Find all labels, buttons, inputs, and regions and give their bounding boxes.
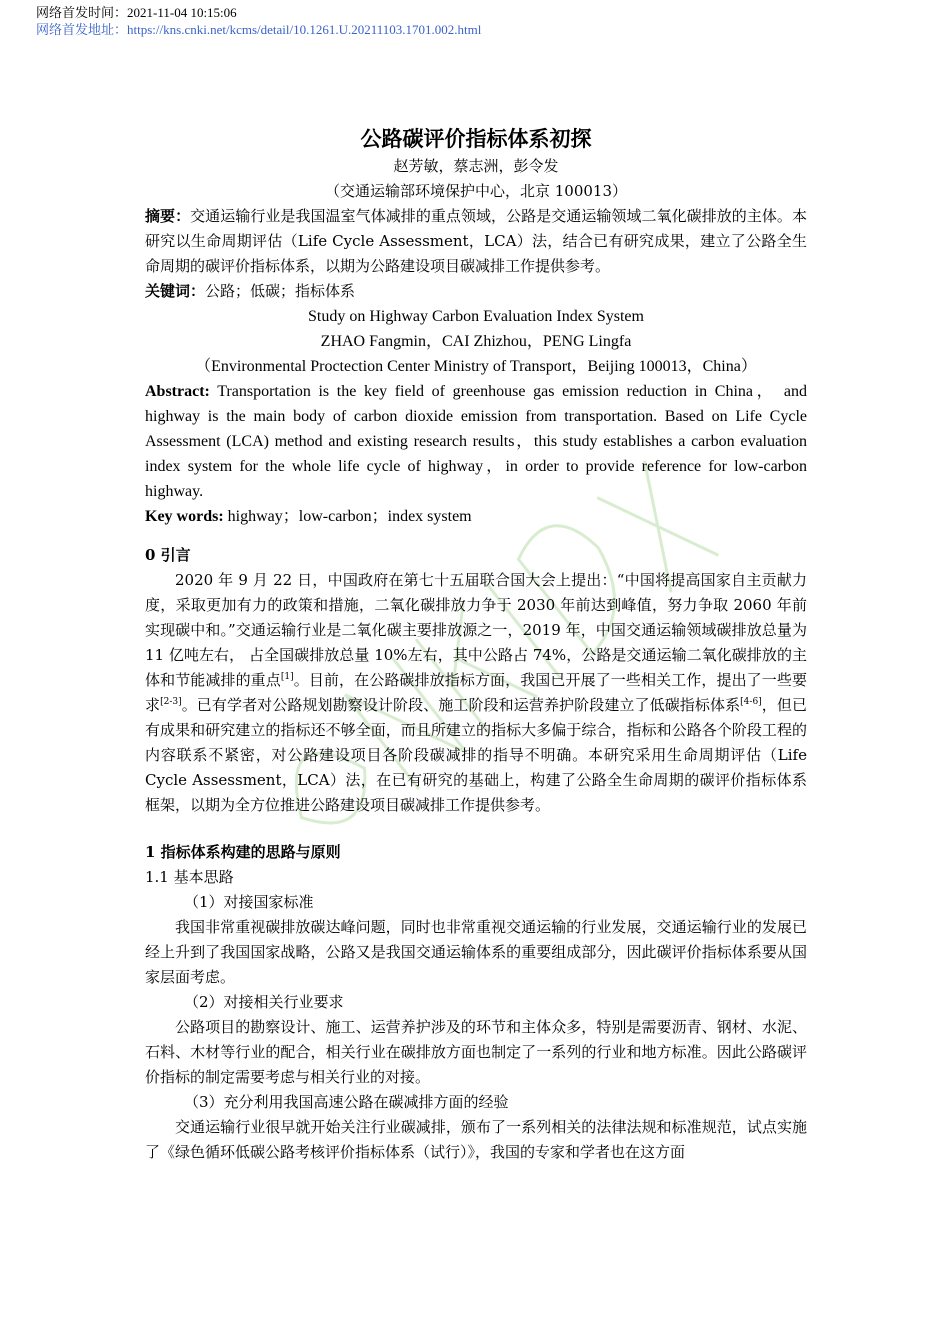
abstract-en-label: Abstract:	[145, 383, 210, 400]
paper-title: 公路碳评价指标体系初探	[360, 126, 592, 151]
item-2-text: 公路项目的勘察设计、施工、运营养护涉及的环节和主体众多，特别是需要沥青、钢材、水泥、石料、木材等行业的配合，相关行业在碳排放方面也制定了一系列的行业和地方标准。因此公路碳评价指标的制定需要考虑与相关行业的对接。	[145, 1018, 807, 1086]
section-0-text-1: 2020 年 9 月 22 日，中国政府在第七十五届联合国大会上提出：“中国将提高国家自主贡献力度，采取更加有力的政策和措施，二氧化碳排放力争于 2030 年前达到峰值，努力争取 2060 年前实现碳中和。”交通运输行业是二氧化碳主要排放源之一，2019 年，中国交通运输领域碳排放总量为 11 亿吨左右， 占全国碳排放总量 10%左右，其中公路占 74%，公路是交通运输二氧化碳排放的主体和节能减排的重点	[145, 571, 807, 689]
abstract-en	[145, 379, 807, 504]
title-en: Study on Highway Carbon Evaluation Index System	[308, 308, 644, 325]
publish-url-label: 网络首发地址：	[36, 22, 128, 37]
section-0-paragraph	[145, 568, 807, 818]
section-0-heading: 0 引言	[145, 546, 191, 564]
authors-en: ZHAO Fangmin，CAI Zhizhou，PENG Lingfa	[320, 333, 632, 350]
section-0-text-3: 。已有学者对公路规划勘察设计阶段、施工阶段和运营养护阶段建立了低碳指标体系	[181, 696, 741, 714]
section-1-1-heading: 1.1 基本思路	[145, 868, 234, 886]
section-0-text-4: ，但已有成果和研究建立的指标还不够全面，而且所建立的指标大多偏于综合，指标和公路各个阶段工程的内容联系不紧密，对公路建设项目各阶段碳减排的指导不明确。本研究采用生命周期评估（Life Cycle Assessment，LCA）法，在已有研究的基础上，构建了公路全生命周期的碳评价指标体系框架，以期为全方位推进公路建设项目碳减排工作提供参考。	[145, 696, 807, 814]
item-3-title: （3）充分利用我国高速公路在碳减排方面的经验	[184, 1093, 509, 1111]
paper-body	[145, 124, 807, 1165]
citation-2-3[interactable]: [2-3]	[160, 697, 182, 707]
publish-url-link[interactable]: https://kns.cnki.net/kcms/detail/10.1261.U.20211103.1701.002.html	[127, 22, 482, 37]
citation-4-6[interactable]: [4-6]	[740, 697, 762, 707]
publish-time-row	[36, 4, 481, 21]
section-1-heading: 1 指标体系构建的思路与原则	[145, 843, 341, 861]
affiliation: （交通运输部环境保护中心，北京 100013）	[324, 182, 628, 200]
keywords-cn	[145, 279, 807, 304]
abstract-cn-text: 交通运输行业是我国温室气体减排的重点领域，公路是交通运输领域二氧化碳排放的主体。本研究以生命周期评估（Life Cycle Assessment，LCA）法，结合已有研究成果，建立了公路全生命周期的碳评价指标体系，以期为公路建设项目碳减排工作提供参考。	[145, 207, 807, 275]
keywords-en-label: Key words:	[145, 508, 224, 525]
keywords-cn-label: 关键词：	[145, 282, 206, 300]
item-1-text: 我国非常重视碳排放碳达峰问题，同时也非常重视交通运输的行业发展，交通运输行业的发展已经上升到了我国国家战略，公路又是我国交通运输体系的重要组成部分，因此碳评价指标体系要从国家层面考虑。	[145, 918, 807, 986]
publish-url-row[interactable]	[36, 21, 481, 38]
keywords-en-text: highway；low-carbon；index system	[223, 508, 472, 525]
publication-meta	[36, 4, 481, 38]
item-1-title: （1）对接国家标准	[184, 893, 314, 911]
abstract-cn-label: 摘要：	[145, 207, 191, 225]
section-0-text-2: 。目前，在公路碳排放指标方面，我国已开展了一些相关工作，提出了一些要求	[145, 671, 807, 714]
item-2-title: （2）对接相关行业要求	[184, 993, 344, 1011]
abstract-cn	[145, 204, 807, 279]
item-3-text: 交通运输行业很早就开始关注行业碳减排，颁布了一系列相关的法律法规和标准规范，试点实施了《绿色循环低碳公路考核评价指标体系（试行）》，我国的专家和学者也在这方面	[145, 1118, 807, 1161]
keywords-en	[145, 504, 807, 529]
affiliation-en: （Environmental Proctection Center Ministry of Transport，Beijing 100013，China）	[195, 358, 757, 375]
citation-1[interactable]: [1]	[280, 672, 294, 682]
authors: 赵芳敏，蔡志洲，彭令发	[393, 157, 559, 175]
keywords-cn-text: 公路；低碳；指标体系	[205, 282, 356, 300]
publish-time-value: 2021-11-04 10:15:06	[127, 5, 237, 20]
abstract-en-text: Transportation is the key field of greenhouse gas emission reduction in China， and highway is the main body of carbon dioxide emission from transportation. Based on Life Cycle Assessment (LCA) method and existing research results，this study establishes a carbon evaluation index system for the whole life cycle of highway，in order to provide reference for low-carbon highway.	[145, 383, 808, 500]
publish-time-label: 网络首发时间：	[36, 5, 128, 20]
